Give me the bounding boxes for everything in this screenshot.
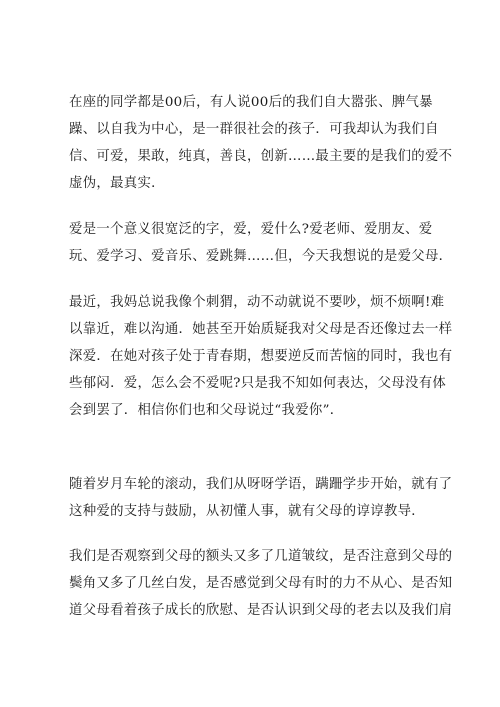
paragraph-line: 躁、以自我为中心，是一群很社会的孩子．可我却认为我们自 [69, 122, 439, 137]
paragraph-line: 虚伪，最真实． [69, 176, 165, 191]
paragraph-line: 会到罢了．相信你们也和父母说过“我爱你”． [69, 403, 344, 418]
paragraph-line: 我们是否观察到父母的额头又多了几道皱纹，是否注意到父母的 [69, 549, 453, 564]
paragraph-1 [69, 89, 453, 197]
paragraph-2 [69, 216, 453, 270]
paragraph-line: 玩、爱学习、爱音乐、爱跳舞……但，今天我想说的是爱父母． [69, 249, 453, 264]
paragraph-line: 鬓角又多了几丝白发，是否感觉到父母有时的力不从心、是否知 [69, 576, 453, 591]
paragraph-4 [69, 471, 453, 525]
paragraph-line: 最近，我妈总说我像个刺猬，动不动就说不要吵，烦不烦啊!难 [69, 295, 445, 310]
paragraph-line: 深爱．在她对孩子处于青春期，想要逆反而苦恼的同时，我也有 [69, 349, 453, 364]
paragraph-line: 爱是一个意义很宽泛的字，爱，爱什么?爱老师、爱朋友、爱 [69, 222, 433, 237]
paragraph-line: 随着岁月车轮的滚动，我们从呀呀学语，蹒跚学步开始，就有了 [69, 477, 453, 492]
paragraph-3 [69, 289, 453, 424]
paragraph-line: 在座的同学都是00后，有人说00后的我们自大嚣张、脾气暴 [69, 95, 433, 110]
paragraph-line: 这种爱的支持与鼓励，从初懂人事，就有父母的谆谆教导． [69, 504, 425, 519]
paragraph-line: 信、可爱，果敢，纯真，善良，创新……最主要的是我们的爱不 [69, 149, 453, 164]
paragraph-5 [69, 543, 453, 624]
paragraph-line: 些郁闷．爱，怎么会不爱呢?只是我不知如何表达，父母没有体 [69, 376, 447, 391]
paragraph-line: 道父母看着孩子成长的欣慰、是否认识到父母的老去以及我们肩 [69, 603, 453, 618]
paragraph-line: 以靠近，难以沟通．她甚至开始质疑我对父母是否还像过去一样 [69, 322, 453, 337]
